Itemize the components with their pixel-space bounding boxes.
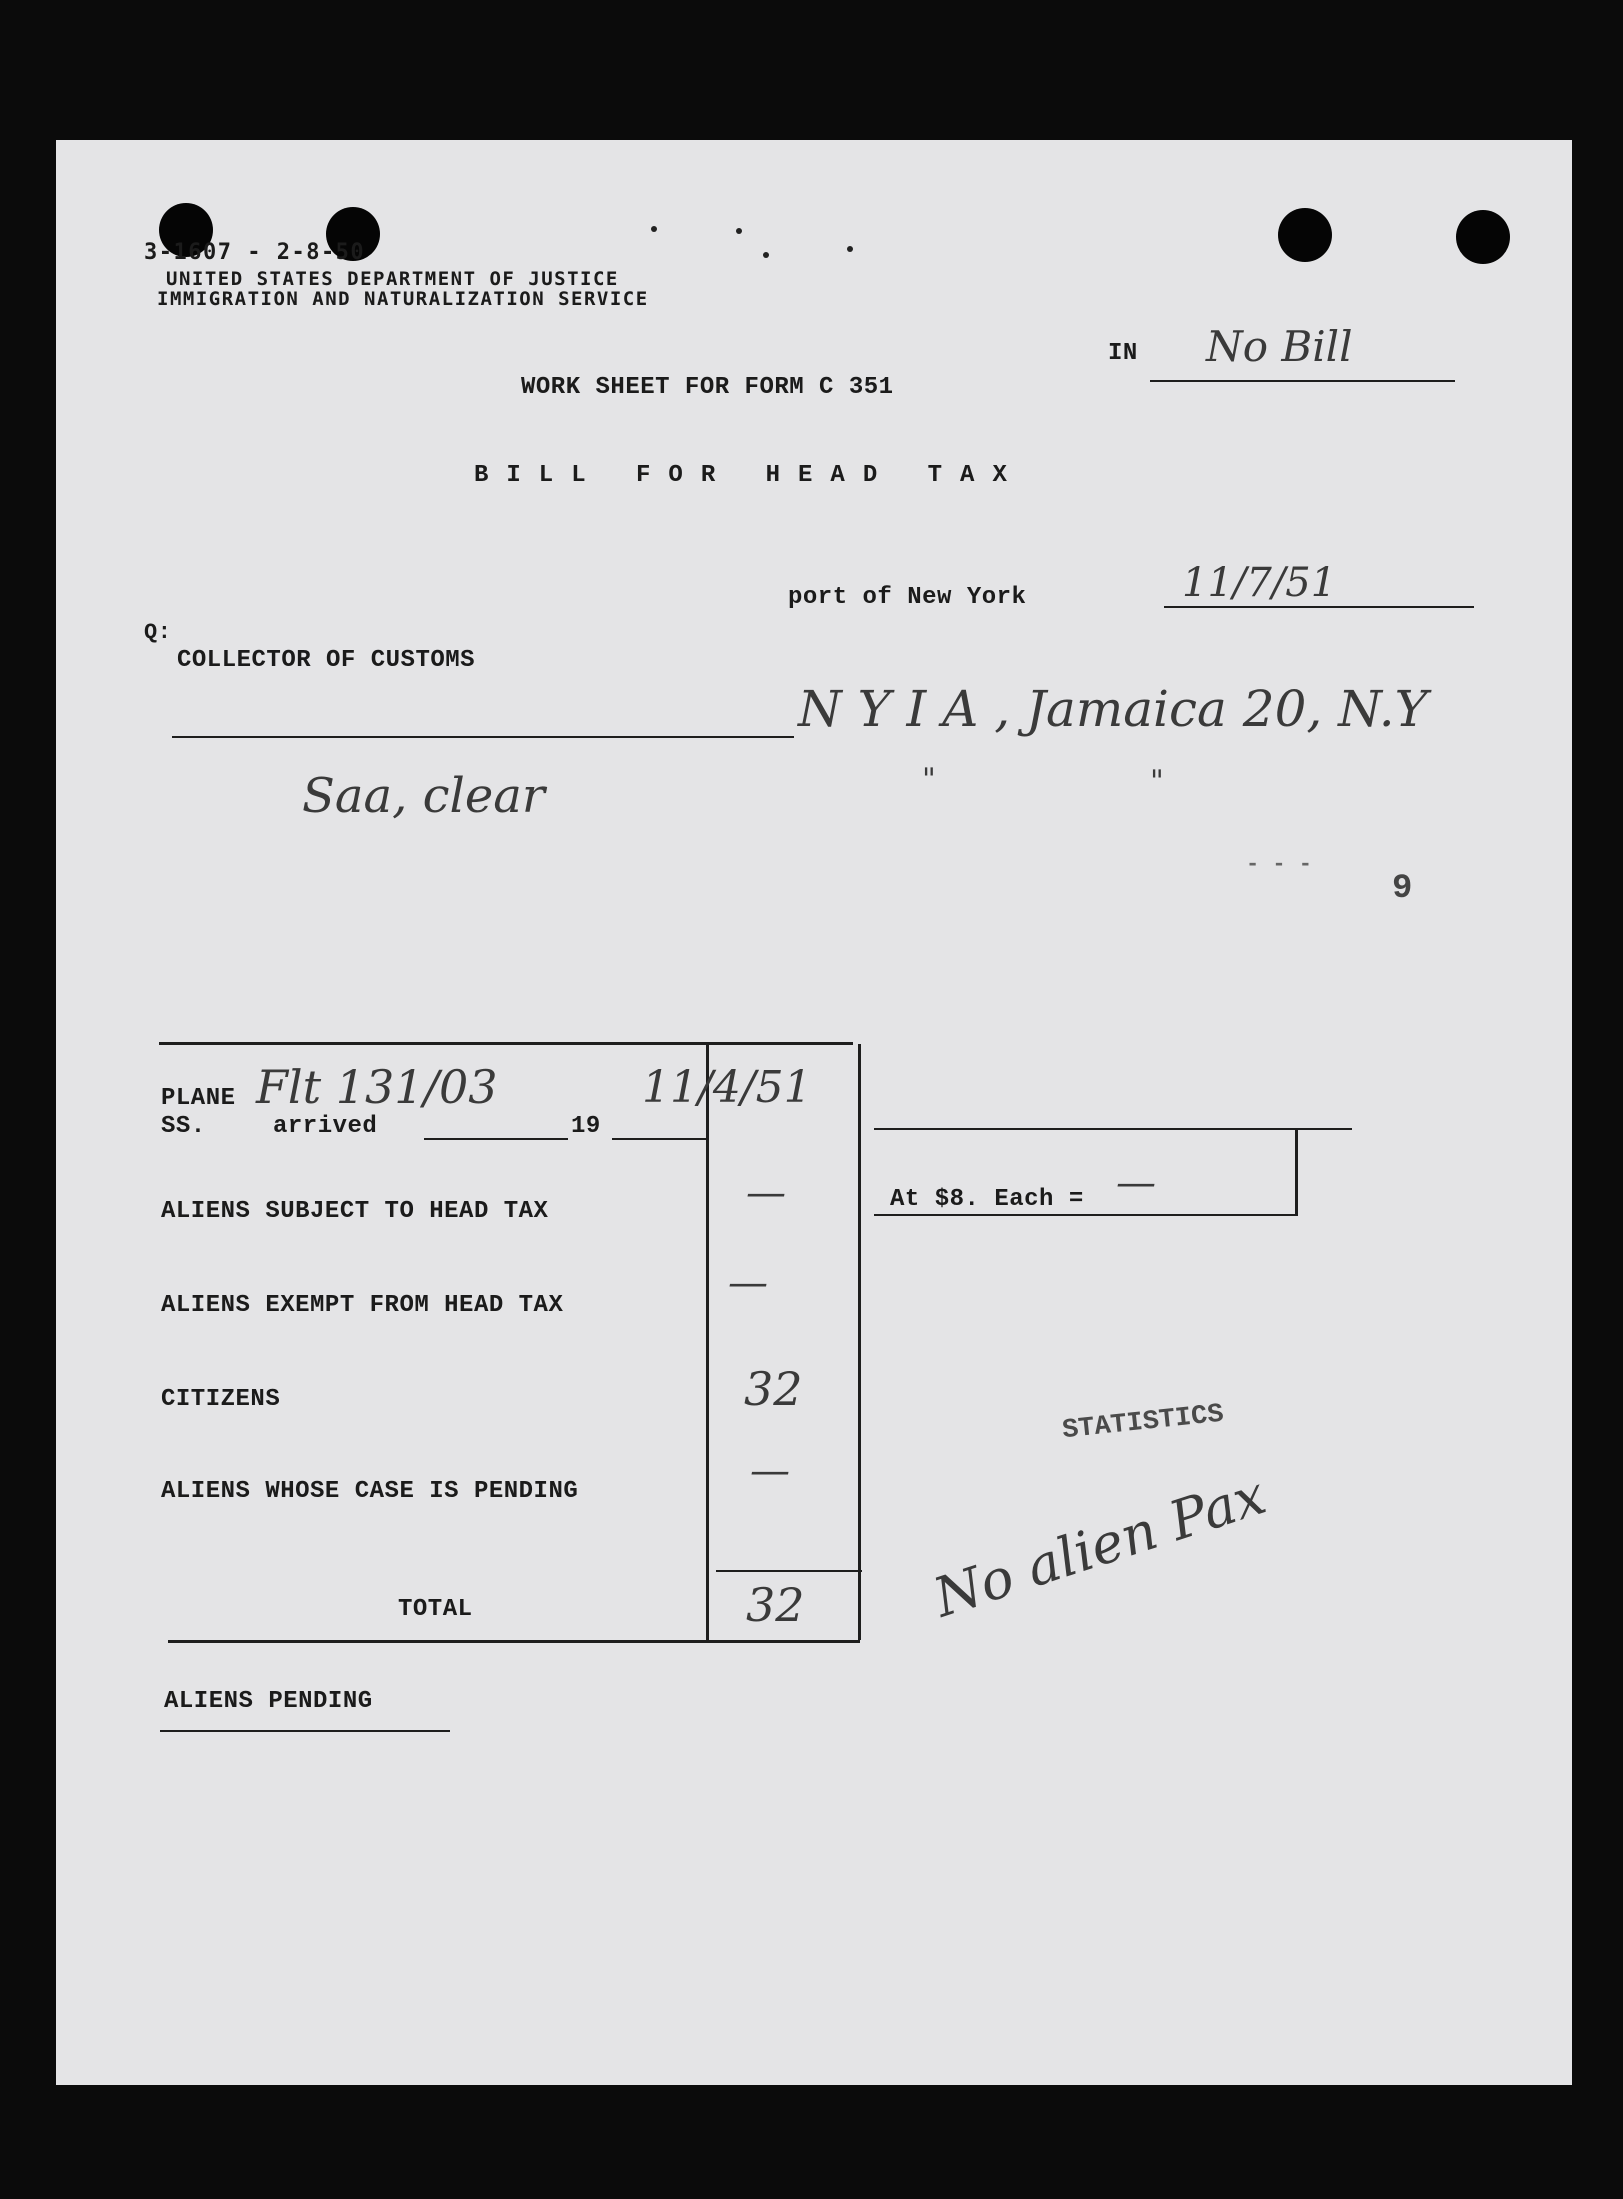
port-label: port of New York	[788, 584, 1027, 611]
speck	[651, 226, 657, 232]
row-label: ALIENS WHOSE CASE IS PENDING	[161, 1478, 579, 1505]
speck	[847, 246, 853, 252]
table-bottom-rule	[168, 1640, 860, 1643]
ditto-mark: "	[1150, 764, 1164, 799]
ss-label: SS.	[161, 1113, 206, 1140]
punch-hole	[1456, 210, 1510, 264]
ditto-mark: "	[922, 762, 936, 797]
address-line	[172, 736, 794, 738]
row-label: ALIENS EXEMPT FROM HEAD TAX	[161, 1292, 564, 1319]
department-name: UNITED STATES DEPARTMENT OF JUSTICE	[166, 268, 619, 290]
in-underline	[1150, 380, 1455, 382]
speck	[763, 252, 769, 258]
to-label: Q:	[144, 620, 172, 645]
aliens-pending-label: ALIENS PENDING	[164, 1688, 373, 1715]
plane-handwritten: Flt 131/03	[256, 1060, 498, 1114]
row-value: —	[750, 1448, 790, 1494]
statistics-stamp: STATISTICS	[1060, 1399, 1226, 1447]
rate-box-bottom	[874, 1214, 1298, 1216]
row-label: ALIENS SUBJECT TO HEAD TAX	[161, 1198, 549, 1225]
plane-date: 11/4/51	[642, 1062, 812, 1113]
table-top-rule	[159, 1042, 853, 1045]
total-label: TOTAL	[398, 1596, 473, 1623]
bill-title: BILL FOR HEAD TAX	[474, 462, 1025, 489]
speck	[736, 228, 742, 234]
document-sheet	[56, 140, 1572, 2085]
address-handwritten: N Y I A , Jamaica 20, N.Y	[798, 680, 1428, 738]
note-handwritten: Saa, clear	[302, 768, 545, 824]
arrived-line	[424, 1138, 568, 1140]
total-value: 32	[746, 1578, 805, 1632]
in-handwritten: No Bill	[1206, 322, 1353, 371]
total-rule	[716, 1570, 862, 1572]
table-left-column-rule	[706, 1042, 709, 1640]
rate-label: At $8. Each =	[890, 1186, 1084, 1213]
date-underline	[1164, 606, 1474, 608]
rate-box-right	[1295, 1128, 1298, 1214]
row-value: 32	[744, 1362, 803, 1416]
table-right-column-rule	[858, 1044, 861, 1640]
service-name: IMMIGRATION AND NATURALIZATION SERVICE	[157, 288, 649, 310]
dash-marks: - - -	[1246, 852, 1313, 877]
collector-label: COLLECTOR OF CUSTOMS	[177, 647, 476, 674]
statistics-note: No alien Pax	[926, 1463, 1274, 1630]
year-line	[612, 1138, 706, 1140]
arrived-label: arrived	[273, 1113, 378, 1140]
rate-box-top	[874, 1128, 1352, 1130]
form-code: 3-1607 - 2-8-50	[144, 240, 366, 265]
year-prefix: 19	[571, 1113, 601, 1140]
page-number: 9	[1392, 870, 1413, 908]
rate-value: —	[1116, 1160, 1156, 1206]
aliens-pending-line	[160, 1730, 450, 1732]
in-label: IN	[1108, 340, 1138, 367]
row-value: —	[728, 1260, 768, 1306]
row-value: —	[746, 1170, 786, 1216]
row-label: CITIZENS	[161, 1386, 281, 1413]
plane-label: PLANE	[161, 1085, 236, 1112]
punch-hole	[1278, 208, 1332, 262]
port-date: 11/7/51	[1182, 560, 1337, 606]
worksheet-title: WORK SHEET FOR FORM C 351	[521, 374, 894, 401]
